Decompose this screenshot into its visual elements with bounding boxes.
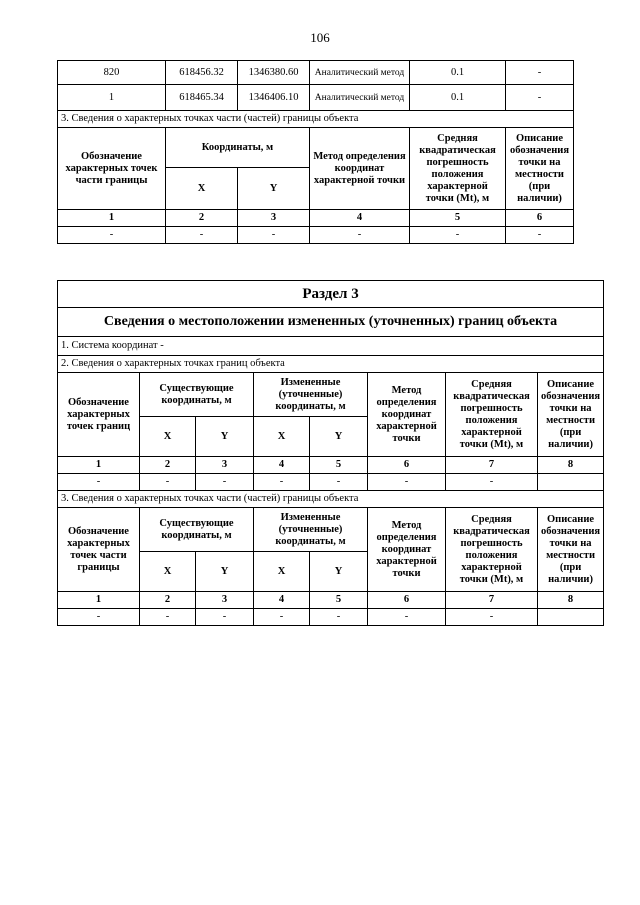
header-description: Описание обозначения точки на местности (при наличии) (538, 508, 604, 592)
cell: - (506, 61, 574, 85)
cell: Аналитический метод (310, 85, 410, 111)
table-row: - - - - - - - (58, 474, 604, 491)
header-error: Средняя квадратическая погрешность положения характерной точки (Mt), м (446, 373, 538, 457)
points-table-continued (57, 60, 574, 244)
header-y: Y (196, 552, 254, 592)
header-x: X (140, 552, 196, 592)
part3-caption: 3. Сведения о характерных точках части (частей) границы объекта (58, 491, 604, 508)
section-subtitle: Сведения о местоположении измененных (уточненных) границ объекта (58, 308, 604, 337)
header-description: Описание обозначения точки на местности (при наличии) (538, 373, 604, 457)
section-caption: 3. Сведения о характерных точках части (частей) границы объекта (58, 111, 574, 128)
header-y: Y (238, 168, 310, 210)
header-x: X (254, 552, 310, 592)
column-numbers-row: 1 2 3 4 5 6 (58, 210, 574, 227)
header-error: Средняя квадратическая погрешность положения характерной точки (Mt), м (410, 128, 506, 210)
header-method: Метод определения координат характерной точки (368, 508, 446, 592)
section-3-table (57, 280, 604, 626)
table-row (58, 61, 574, 85)
header-existing: Существующие координаты, м (140, 508, 254, 552)
section-title: Раздел 3 (58, 281, 604, 308)
cell: 1346380.60 (238, 61, 310, 85)
header-designation: Обозначение характерных точек части границы (58, 128, 166, 210)
header-y: Y (310, 417, 368, 457)
cell: 0.1 (410, 61, 506, 85)
header-coordinates: Координаты, м (166, 128, 310, 168)
header-method: Метод определения координат характерной точки (368, 373, 446, 457)
header-designation: Обозначение характерных точек части границы (58, 508, 140, 592)
header-x: X (140, 417, 196, 457)
header-designation: Обозначение характерных точек границ (58, 373, 140, 457)
cell: - (506, 85, 574, 111)
cell: 1346406.10 (238, 85, 310, 111)
cell: Аналитический метод (310, 61, 410, 85)
coord-system: 1. Система координат - (58, 337, 604, 356)
header-changed: Измененные (уточненные) координаты, м (254, 373, 368, 417)
table-row: - - - - - - - (58, 609, 604, 626)
part2-caption: 2. Сведения о характерных точках границ объекта (58, 356, 604, 373)
cell: 618456.32 (166, 61, 238, 85)
header-error: Средняя квадратическая погрешность положения характерной точки (Mt), м (446, 508, 538, 592)
cell: 820 (58, 61, 166, 85)
header-x: X (254, 417, 310, 457)
column-numbers-row: 1 2 3 4 5 6 7 8 (58, 592, 604, 609)
header-x: X (166, 168, 238, 210)
cell: 1 (58, 85, 166, 111)
header-y: Y (196, 417, 254, 457)
header-y: Y (310, 552, 368, 592)
header-description: Описание обозначения точки на местности (при наличии) (506, 128, 574, 210)
cell: 618465.34 (166, 85, 238, 111)
page-number: 106 (310, 30, 330, 45)
table-row (58, 85, 574, 111)
table-row: - - - - - - (58, 227, 574, 244)
header-method: Метод определения координат характерной точки (310, 128, 410, 210)
cell: 0.1 (410, 85, 506, 111)
header-existing: Существующие координаты, м (140, 373, 254, 417)
column-numbers-row: 1 2 3 4 5 6 7 8 (58, 457, 604, 474)
header-changed: Измененные (уточненные) координаты, м (254, 508, 368, 552)
